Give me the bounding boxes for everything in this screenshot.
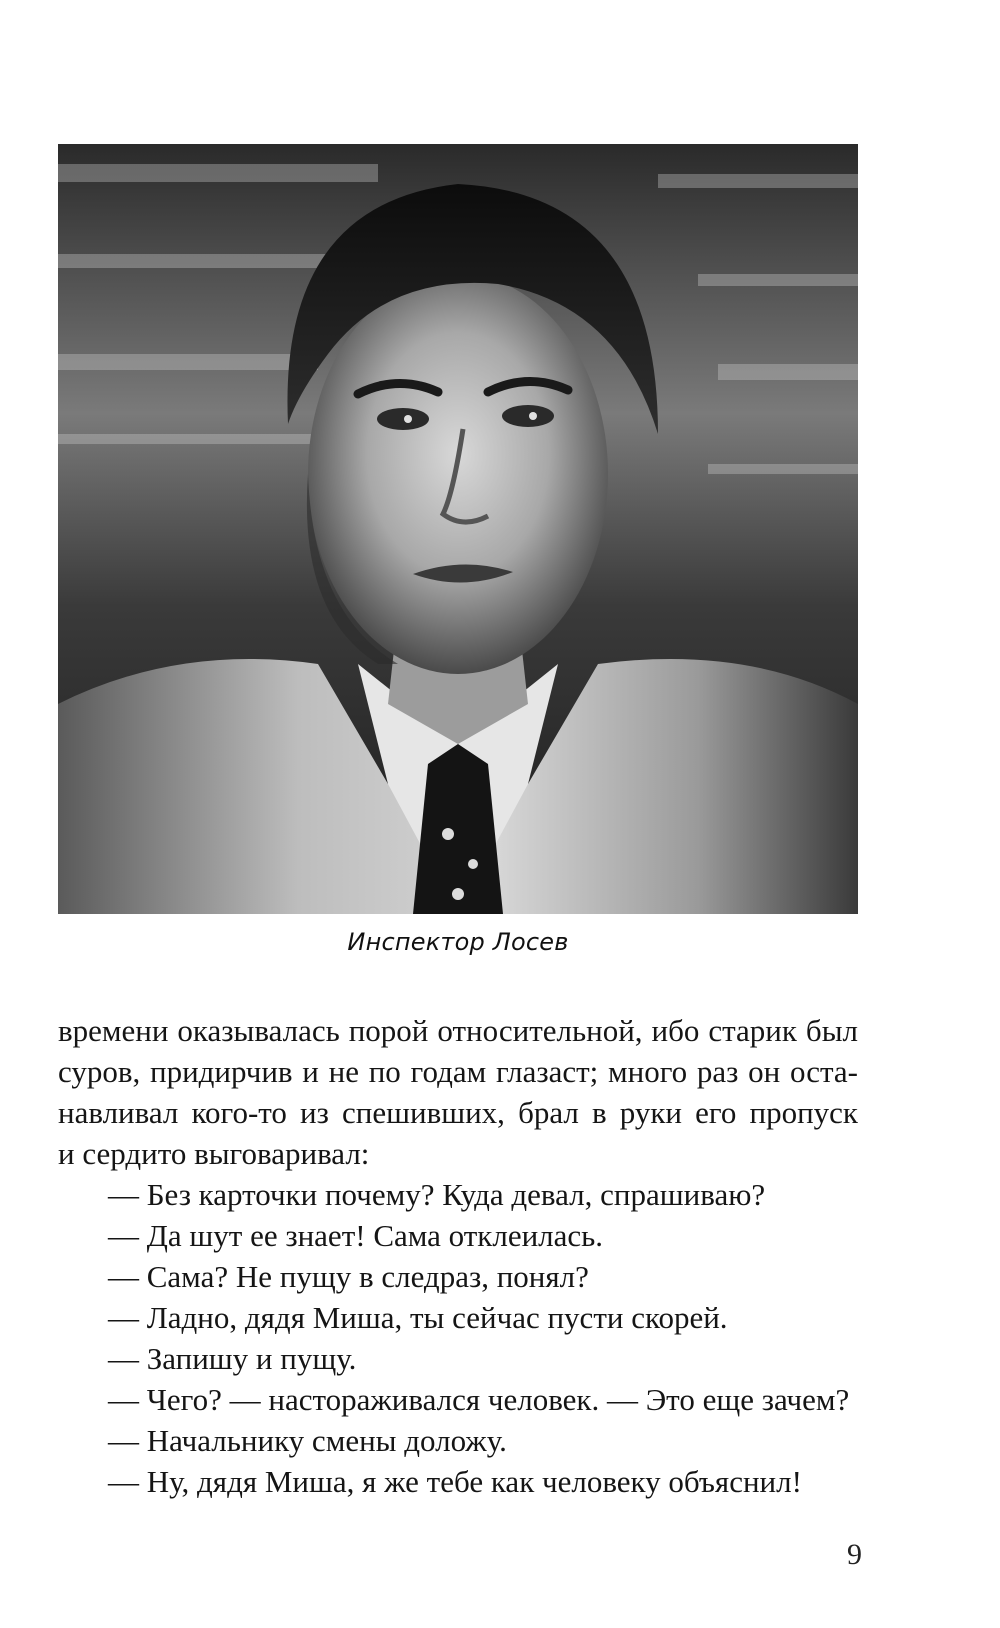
body-text	[58, 1010, 858, 1502]
dialogue-line: — Запишу и пущу.	[108, 1341, 357, 1376]
paragraph-line: и сердито выговаривал:	[58, 1136, 370, 1171]
dialogue-line: — Без карточки почему? Куда девал, спрашиваю?	[108, 1177, 766, 1212]
portrait-photo	[58, 144, 858, 914]
dialogue-line: — Чего? — настораживался человек. — Это еще зачем?	[108, 1382, 850, 1417]
portrait-illustration	[58, 144, 858, 914]
dialogue-line: — Ладно, дядя Миша, ты сейчас пусти скорей.	[108, 1300, 728, 1335]
narrative-paragraph	[58, 1010, 858, 1174]
dialogue-line: — Сама? Не пущу в следраз, понял?	[108, 1259, 589, 1294]
page-number: 9	[847, 1538, 862, 1571]
dialogue-list	[58, 1174, 858, 1502]
paragraph-line: суров, придирчив и не по годам глазаст; много раз он оста-	[58, 1054, 858, 1089]
paragraph-line: навливал кого-то из спешивших, брал в руки его пропуск	[58, 1095, 858, 1130]
dialogue-line: — Ну, дядя Миша, я же тебе как человеку объяснил!	[108, 1464, 802, 1499]
figure-caption: Инспектор Лосев	[347, 928, 569, 956]
dialogue-line: — Начальнику смены доложу.	[108, 1423, 507, 1458]
paragraph-line: времени оказывалась порой относительной, ибо старик был	[58, 1013, 858, 1048]
dialogue-line: — Да шут ее знает! Сама отклеилась.	[108, 1218, 604, 1253]
